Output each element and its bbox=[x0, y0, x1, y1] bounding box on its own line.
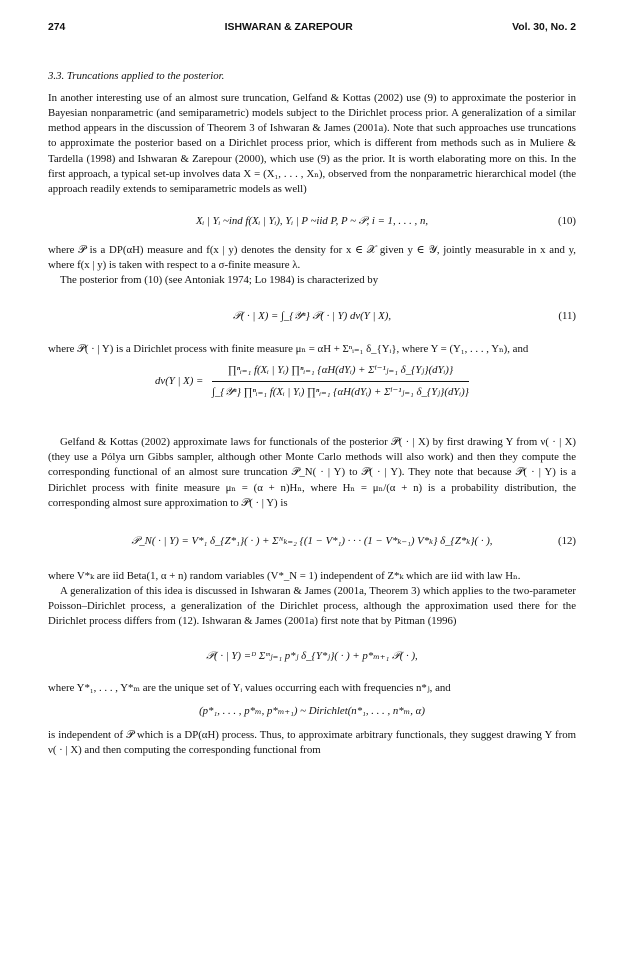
paragraph-approximate-functionals: is independent of 𝒫 which is a DP(αH) process. Thus, to approximate arbitrary functionals, they suggest drawing Y from ν( · | X) and then computing the corresponding functional from bbox=[48, 729, 576, 757]
paragraph-intro: In another interesting use of an almost sure truncation, Gelfand & Kottas (2002) use (9) to approximate the posterior in Bayesian nonparametric (and semiparametric) models subject to the Dirichlet process prior. A generalization of a similar method appears in the discussion of Theorem 3 of Ishwaran & James (2001a). Note that such approaches use truncations to approximate the posterior based on a Dirichlet process prior, which is different from methods such as in Muliere & Tardella (1998) and Ishwaran & Zarepour (2000), which use (9) as the prior. It is worth elaborating more on this. In the first approach, a typical set-up involves data X = (X₁, . . . , Xₙ), observed from the nonparametric hierarchical model (the approach readily extends to semiparametric models as well) bbox=[48, 92, 576, 195]
equation-12-body: 𝒫_N( · | Y) = V*₁ δ_{Z*₁}( · ) + Σᴺₖ₌₂ {(1 − V*₁) · · · (1 − V*ₖ₋₁) V*ₖ} δ_{Z*ₖ}( · ), bbox=[131, 534, 493, 547]
paragraph-dp-measure: where 𝒫 is a DP(αH) measure and f(x | y) denotes the density for x ∈ 𝒳 given y ∈ 𝒴, jointly measurable in x and y, where f(x | y) is taken with respect to a σ-finite measure λ. bbox=[48, 243, 576, 271]
equation-pitman-body: 𝒫( · | Y) =ᴰ Σᵐⱼ₌₁ p*ⱼ δ_{Y*ⱼ}( · ) + p*ₘ₊₁ 𝒫( · ), bbox=[206, 650, 418, 663]
section-title: 3.3. Truncations applied to the posterior. bbox=[48, 70, 225, 83]
fraction-bar bbox=[212, 381, 469, 382]
page-number: 274 bbox=[48, 22, 66, 33]
running-title: ISHWARAN & ZAREPOUR bbox=[224, 22, 353, 33]
running-header bbox=[48, 20, 576, 35]
equation-nu-numerator: ∏ⁿᵢ₌₁ f(Xᵢ | Yᵢ) ∏ⁿᵢ₌₁ {αH(dYᵢ) + Σⁱ⁻¹ⱼ₌₁ δ_{Yⱼ}(dYᵢ)} bbox=[227, 364, 454, 377]
equation-11-body: 𝒫( · | X) = ∫_{𝒴ⁿ} 𝒫( · | Y) dν(Y | X), bbox=[232, 310, 392, 323]
paragraph-finite-measure: where 𝒫( · | Y) is a Dirichlet process with finite measure μₙ = αH + Σⁿᵢ₌₁ δ_{Yᵢ}, where Y = (Y₁, . . . , Yₙ), and bbox=[48, 343, 529, 356]
equation-nu-denominator: ∫_{𝒴ⁿ} ∏ⁿᵢ₌₁ f(Xᵢ | Yᵢ) ∏ⁿᵢ₌₁ {αH(dYᵢ) + Σⁱ⁻¹ⱼ₌₁ δ_{Yⱼ}(dYᵢ)} bbox=[212, 386, 469, 399]
equation-dirichlet-body: (p*₁, . . . , p*ₘ, p*ₘ₊₁) ~ Dirichlet(n*₁, . . . , n*ₘ, α) bbox=[199, 705, 425, 718]
equation-10-number: (10) bbox=[558, 214, 576, 227]
equation-11 bbox=[48, 296, 576, 336]
paragraph-gelfand-kottas: Gelfand & Kottas (2002) approximate laws for functionals of the posterior 𝒫( · | X) by first drawing Y from ν( · | X) (they use a Pólya urn Gibbs sampler, although other Monte Carlo methods will also work) and then they compute the corresponding functional of an almost sure truncation 𝒫_N( · | Y) to 𝒫( · | Y). They note that because 𝒫( · | Y) is a Dirichlet process with finite measure μₙ = (α + n)Hₙ, where Hₙ = μₙ/(α + n) is a probability distribution, the corresponding almost sure approximation to 𝒫( · | Y) is bbox=[48, 436, 576, 509]
equation-pitman bbox=[48, 635, 576, 677]
paragraph-unique-values: where Y*₁, . . . , Y*ₘ are the unique set of Yᵢ values occurring each with frequencies n*ⱼ, and bbox=[48, 682, 451, 695]
equation-10 bbox=[48, 207, 576, 235]
equation-nu-fraction bbox=[212, 363, 469, 400]
paragraph-generalization: A generalization of this idea is discussed in Ishwaran & James (2001a, Theorem 3) which applies to the two-parameter Poisson–Dirichlet process, a generalization of the Dirichlet process, although the approximation used there for the Dirichlet process differs from (12). Ishwaran & James (2001a) first note that by Pitman (1996) bbox=[48, 584, 576, 627]
equation-10-body: Xᵢ | Yᵢ ~ind f(Xᵢ | Yᵢ), Yᵢ | P ~iid P, P ~ 𝒫, i = 1, . . . , n, bbox=[195, 214, 429, 227]
paragraph-beta-variables: where V*ₖ are iid Beta(1, α + n) random variables (V*_N = 1) independent of Z*ₖ which are iid with law Hₙ. bbox=[48, 569, 521, 582]
paragraph-posterior: The posterior from (10) (see Antoniak 1974; Lo 1984) is characterized by bbox=[60, 274, 379, 287]
equation-12 bbox=[48, 519, 576, 563]
equation-nu bbox=[48, 363, 576, 425]
equation-nu-lhs: dν(Y | X) = bbox=[155, 375, 204, 388]
equation-11-number: (11) bbox=[558, 310, 576, 323]
equation-dirichlet bbox=[48, 700, 576, 722]
volume-issue: Vol. 30, No. 2 bbox=[512, 22, 576, 33]
equation-12-number: (12) bbox=[558, 534, 576, 547]
